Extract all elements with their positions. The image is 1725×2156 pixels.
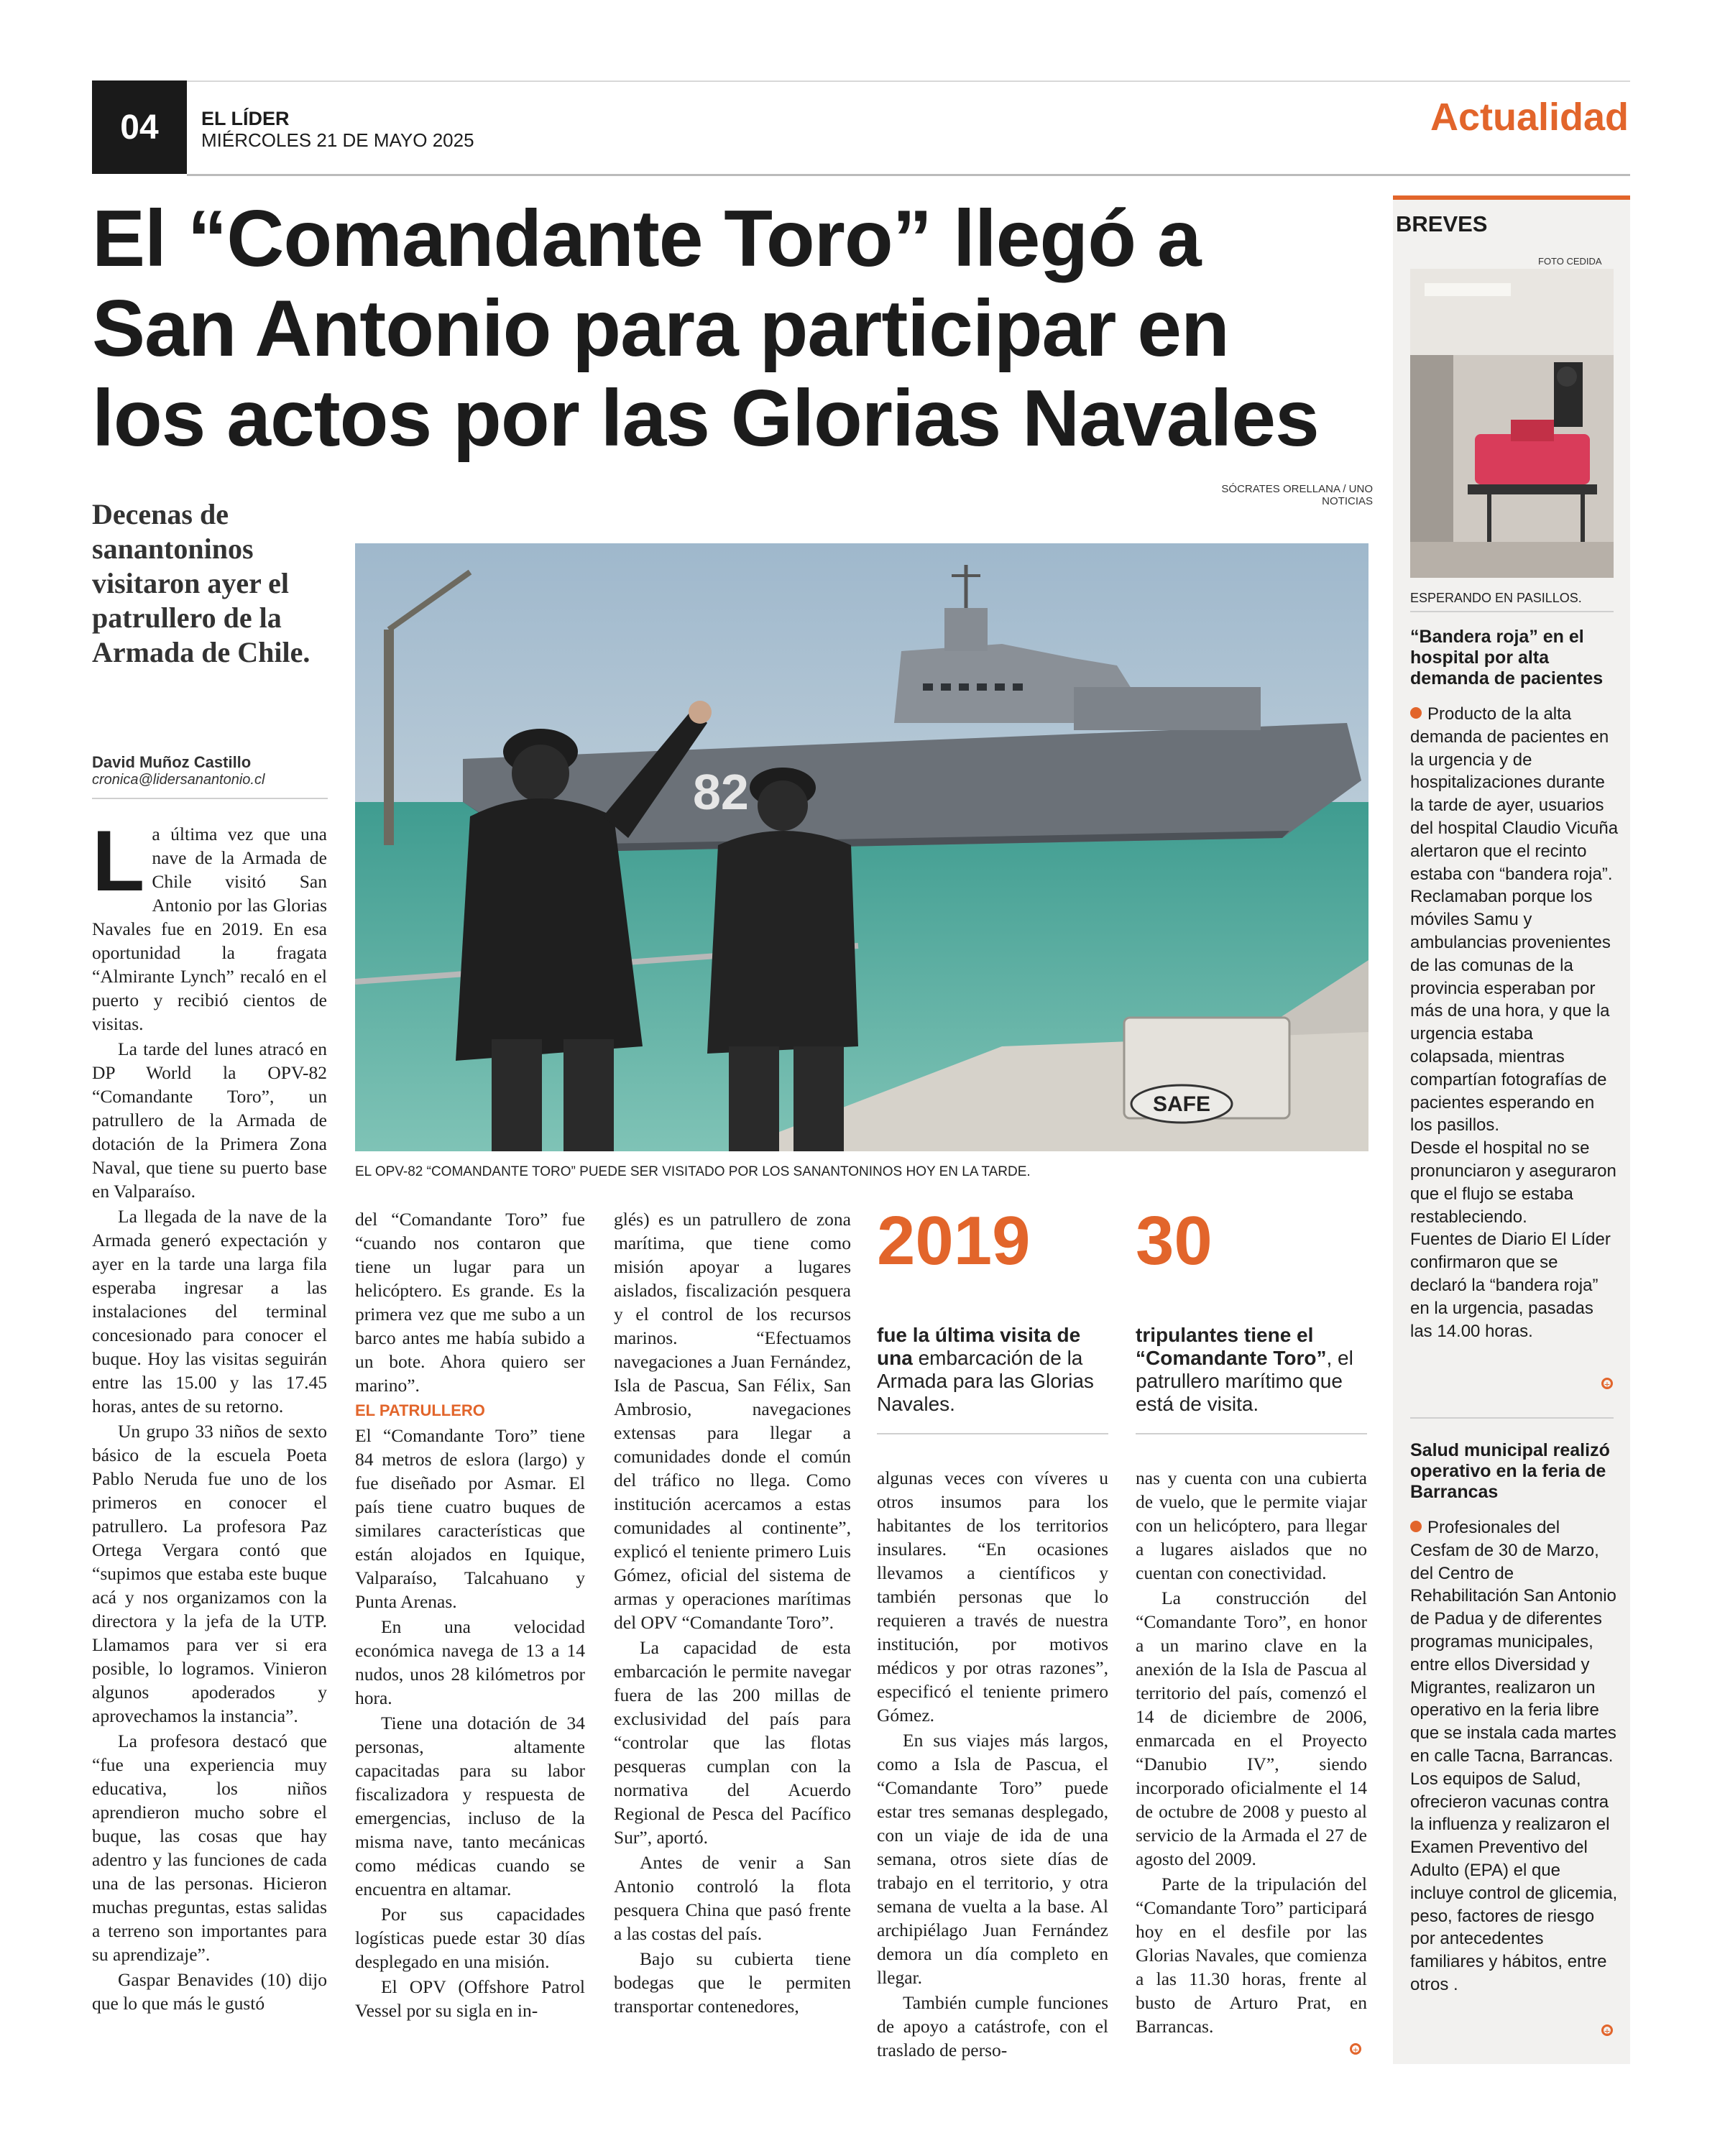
paragraph: Por sus capacidades logísticas puede estar 30 días desplegado en una misión.: [355, 1904, 585, 1972]
paragraph: glés) es un patrullero de zona marítima, que tiene como misión apoyar a lugares aislados, fiscalización pesquera y el control de los recursos marinos. “Efectuamos navegaciones a Juan Fernández, Isla de Pascua, San Félix, San Ambrosio, navegaciones extensas para llegar a comunidades donde el común del tráfico no llega. Como institución acercamos a estas comunidades al continente”, explicó el teniente primero Luis Gómez, oficial del sistema de armas y operaciones marítimas del OPV “Comandante Toro”.: [614, 1209, 851, 1633]
breves-rule: [1410, 611, 1614, 612]
byline-author: David Muñoz Castillo: [92, 753, 252, 771]
paragraph: a última vez que una nave de la Armada de Chile visitó San Antonio por las Glorias Navales fue en 2019. En esa oportunidad la fragata “Almirante Lynch” recaló en el puerto y recibió cientos de visitas.: [92, 824, 327, 1034]
paragraph: La construcción del “Comandante Toro”, en honor a un marino clave en la anexión de la Isla de Pascua al territorio del país, comenzó el 14 de diciembre de 2006, enmarcada en el Proyecto “Danubio IV”, siendo incorporado oficialmente el 14 de octubre de 2008 y puesto al servicio de la Armada el 27 de agosto del 2009.: [1136, 1588, 1367, 1869]
paragraph: El OPV (Offshore Patrol Vessel por su sigla en in-: [355, 1976, 585, 2021]
fact-bold: tripulantes tiene el “Comandante Toro”: [1136, 1324, 1327, 1369]
fact-bold: fue la última visita de una: [877, 1324, 1081, 1369]
paragraph: La profesora destacó que “fue una experiencia muy educativa, los niños aprendieron mucho sobre el buque, las cosas que hay adentro y las funciones de cada una de las personas. Hicieron muchas preguntas, estas salidas a terreno son importantes para su aprendizaje”.: [92, 1731, 327, 1965]
section-title: Actualidad: [1430, 96, 1629, 139]
paragraph: En una velocidad económica navega de 13 a 14 nudos, unos 28 kilómetros por hora.: [355, 1616, 585, 1708]
paragraph: Reclamaban porque los móviles Samu y ambulancias provenientes de las comunas de la provincia esperaban por más de una hora, y que la urgencia estaba colapsada, mientras compartían fotografías de pacientes esperando en los pasillos.: [1410, 887, 1611, 1135]
paragraph: La tarde del lunes atracó en DP World la OPV-82 “Comandante Toro”, un patrullero de la Armada de dotación de la Primera Zona Naval, que tiene su puerto base en Valparaíso.: [92, 1038, 327, 1202]
bullet-icon: [1410, 707, 1422, 719]
end-mark-icon: +: [1601, 1377, 1613, 1390]
boat-brand: SAFE: [1152, 1092, 1211, 1116]
paragraph: La capacidad de esta embarcación le permite navegar fuera de las 200 millas de exclusividad del país para “controlar que las flotas pesqueras cumplan con la normativa del Acuerdo Regional de Pesca del Pacífico Sur”, aportó.: [614, 1637, 851, 1848]
bullet-icon: [1410, 1521, 1422, 1532]
byline-rule: [92, 798, 328, 799]
fact-box-30: [1136, 1324, 1373, 1416]
article-column-4: [877, 1466, 1108, 2063]
subhead: Decenas de sanantoninos visitaron ayer el patrullero de la Armada de Chile.: [92, 498, 310, 668]
breve-1-body: [1410, 703, 1619, 1342]
fact-text: , el patrullero marítimo que está de visita.: [1136, 1347, 1353, 1415]
breves-title: BREVES: [1396, 211, 1488, 236]
breves-photo-caption: ESPERANDO EN PASILLOS.: [1410, 591, 1582, 605]
paragraph: En sus viajes más largos, como a Isla de Pascua, el “Comandante Toro” puede estar tres semanas desplegado, con un viaje de ida de una semana, otros siete días de trabajo en el territorio, y otra semana de vuelta a la base. Al archipiélago Juan Fernández demora un día completo en llegar.: [877, 1730, 1108, 1988]
paragraph: Parte de la tripulación del “Comandante Toro” participará hoy en el desfile por las Glorias Navales, que comienza a las 11.30 horas, frente al busto de Arturo Prat, en Barrancas.: [1136, 1874, 1367, 2037]
article-column-3: [614, 1207, 851, 2019]
photo-credit: SÓCRATES ORELLANA / UNO NOTICIAS: [1221, 483, 1373, 507]
breve-2-headline: Salud municipal realizó operativo en la feria de Barrancas: [1410, 1440, 1610, 1502]
paragraph: Producto de la alta demanda de pacientes en la urgencia y de hospitalizaciones durante la tarde de ayer, usuarios del hospital Claudio Vicuña alertaron que el recinto estaba con “bandera roja”.: [1410, 704, 1619, 884]
section-subtitle: EL PATRULLERO: [355, 1401, 485, 1419]
paragraph: Tiene una dotación de 34 personas, altamente capacitadas para su labor fiscalizadora y respuesta de emergencias, incluso de la misma nave, tanto mecánicas como médicas cuando se encuentra en altamar.: [355, 1713, 585, 1899]
paragraph: La llegada de la nave de la Armada generó expectación y ayer en la tarde una larga fila esperaba ingresar a las instalaciones del terminal concesionado para conocer el buque. Hoy las visitas seguirán entre las 15.00 y las 17.45 horas, antes de su retorno.: [92, 1206, 327, 1416]
paragraph: algunas veces con víveres u otros insumos para los habitantes de los territorios insulares. “En ocasiones llevamos a científicos y también personas que lo requieren a través de nuestra institución, por motivos médicos y por otras razones”, especificó el teniente primero Gómez.: [877, 1468, 1108, 1726]
page-number: 04: [92, 80, 187, 174]
article-column-2: [355, 1207, 585, 2024]
publication-name: EL LÍDER: [201, 108, 290, 129]
photo-caption: EL OPV-82 “COMANDANTE TORO” PUEDE SER VISITADO POR LOS SANANTONINOS HOY EN LA TARDE.: [355, 1164, 1031, 1179]
fact-rule: [1136, 1433, 1367, 1434]
end-mark-icon: +: [1601, 2024, 1613, 2037]
fact-number-2019: 2019: [877, 1202, 1031, 1279]
fact-rule: [877, 1433, 1108, 1434]
ship-number: 82: [693, 764, 749, 820]
paragraph: Fuentes de Diario El Líder confirmaron que se declaró la “bandera roja” en la urgencia, pasadas las 14.00 horas.: [1410, 1230, 1611, 1341]
fact-box-2019: [877, 1324, 1107, 1416]
paragraph: El “Comandante Toro” tiene 84 metros de eslora (largo) y fue diseñado por Asmar. El país tiene cuatro buques de similares características que están alojados en Iquique, Valparaíso, Talcahuano y Punta Arenas.: [355, 1425, 585, 1612]
fact-text: embarcación de la Armada para las Glorias Navales.: [877, 1347, 1094, 1415]
publication-date: MIÉRCOLES 21 DE MAYO 2025: [201, 129, 474, 151]
breves-photo: [1410, 269, 1614, 578]
paragraph: También cumple funciones de apoyo a catástrofe, con el traslado de perso-: [877, 1992, 1108, 2060]
paragraph: Gaspar Benavides (10) dijo que lo que más le gustó: [92, 1969, 327, 2014]
top-rule: [92, 80, 1630, 82]
paragraph: Los equipos de Salud, ofrecieron vacunas contra la influenza y realizaron el Examen Preventivo del Adulto (EPA) el que incluye control de glicemia, peso, factores de riesgo por antecedentes familiares y hábitos, entre otros .: [1410, 1769, 1618, 1994]
article-end-mark-icon: +: [1350, 2042, 1361, 2055]
paragraph: nas y cuenta con una cubierta de vuelo, que le permite viajar con un helicóptero, para llegar a lugares aislados que no cuentan con conectividad.: [1136, 1468, 1367, 1583]
breve-1-headline: “Bandera roja” en el hospital por alta demanda de pacientes: [1410, 627, 1604, 688]
paragraph: Un grupo 33 niños de sexto básico de la escuela Poeta Pablo Neruda fue uno de los primeros en conocer el patrullero. La profesora Paz Ortega Vergara contó que “supimos que estaba este buque acá y nos organizamos con la directora y la jefa de la UTP. Llamamos para ver si era posible, lo logramos. Vinieron algunos apoderados y aprovechamos la instancia”.: [92, 1421, 327, 1726]
paragraph: Profesionales del Cesfam de 30 de Marzo, del Centro de Rehabilitación San Antonio de Padua y de diferentes programas municipales, entre ellos Diversidad y Migrantes, realizaron un operativo en la feria libre que se instala cada martes en calle Tacna, Barrancas.: [1410, 1518, 1616, 1766]
article-column-5: [1136, 1466, 1367, 2040]
paragraph: del “Comandante Toro” fue “cuando nos contaron que tiene un lugar para un helicóptero. Es grande. Es la primera vez que me subo a un barco antes me había subido a un bote. Ahora quiero ser marino”.: [355, 1209, 585, 1396]
dropcap: L: [92, 813, 145, 909]
headline: El “Comandante Toro” llegó a San Antonio para participar en los actos por las Glorias Navales: [92, 194, 1319, 463]
breves-rule: [1410, 1417, 1614, 1419]
paragraph: Antes de venir a San Antonio controló la flota pesquera China que pasó frente a las costas del país.: [614, 1852, 851, 1944]
paragraph: Desde el hospital no se pronunciaron y aseguraron que el flujo se estaba restableciendo.: [1410, 1138, 1616, 1227]
fact-number-30: 30: [1136, 1202, 1213, 1279]
breves-photo-credit: FOTO CEDIDA: [1538, 256, 1602, 267]
article-column-1: [92, 813, 327, 2017]
breve-2-body: [1410, 1516, 1619, 1996]
paragraph: Bajo su cubierta tiene bodegas que le permiten transportar contenedores,: [614, 1948, 851, 2017]
breves-accent-bar: [1393, 195, 1630, 200]
main-photo: [355, 543, 1368, 1151]
header-rule: [187, 174, 1630, 176]
byline-email[interactable]: cronica@lidersanantonio.cl: [92, 772, 265, 788]
